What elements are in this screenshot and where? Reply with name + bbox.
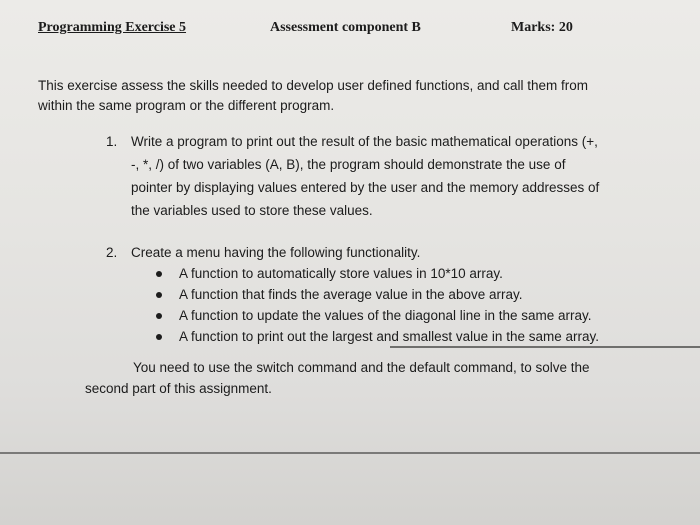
question-text: Create a menu having the following functionality.	[131, 245, 421, 260]
bullet-icon	[156, 292, 162, 298]
assessment-component: Assessment component B	[270, 20, 421, 35]
exercise-title: Programming Exercise 5	[38, 20, 187, 35]
question-number: 2.	[106, 245, 118, 260]
divider-line	[0, 452, 700, 454]
question-line: Write a program to print out the result of the basic mathematical operations (+,	[131, 134, 598, 149]
intro-line: This exercise assess the skills needed to develop user defined functions, and call them from	[38, 78, 589, 93]
bullet-icon	[156, 271, 162, 277]
list-item	[106, 305, 666, 326]
list-item-text: A function to print out the largest and smallest value in the same array.	[179, 329, 599, 344]
question-number: 1.	[106, 134, 118, 149]
question-line: the variables used to store these values.	[131, 203, 373, 218]
question-line: pointer by displaying values entered by the user and the memory addresses of	[131, 180, 600, 195]
closing-line: You need to use the switch command and the default command, to solve the	[133, 360, 590, 375]
list-item-text: A function to automatically store values in 10*10 array.	[179, 266, 503, 281]
list-item	[106, 326, 666, 347]
bullet-icon	[156, 334, 162, 340]
closing-line: second part of this assignment.	[85, 381, 272, 396]
function-list	[106, 263, 666, 347]
question-2	[106, 242, 666, 347]
list-item	[106, 263, 666, 284]
question-line: -, *, /) of two variables (A, B), the program should demonstrate the use of	[131, 157, 566, 172]
question-1	[106, 130, 646, 222]
header	[38, 20, 638, 42]
list-item-text: A function to update the values of the diagonal line in the same array.	[179, 308, 592, 323]
list-item	[106, 284, 666, 305]
marks-label: Marks: 20	[511, 20, 573, 35]
intro-line: within the same program or the different program.	[38, 98, 335, 113]
divider-line	[390, 346, 700, 348]
bullet-icon	[156, 313, 162, 319]
closing-paragraph	[85, 357, 645, 399]
list-item-text: A function that finds the average value in the above array.	[179, 287, 523, 302]
intro-paragraph	[38, 76, 638, 116]
